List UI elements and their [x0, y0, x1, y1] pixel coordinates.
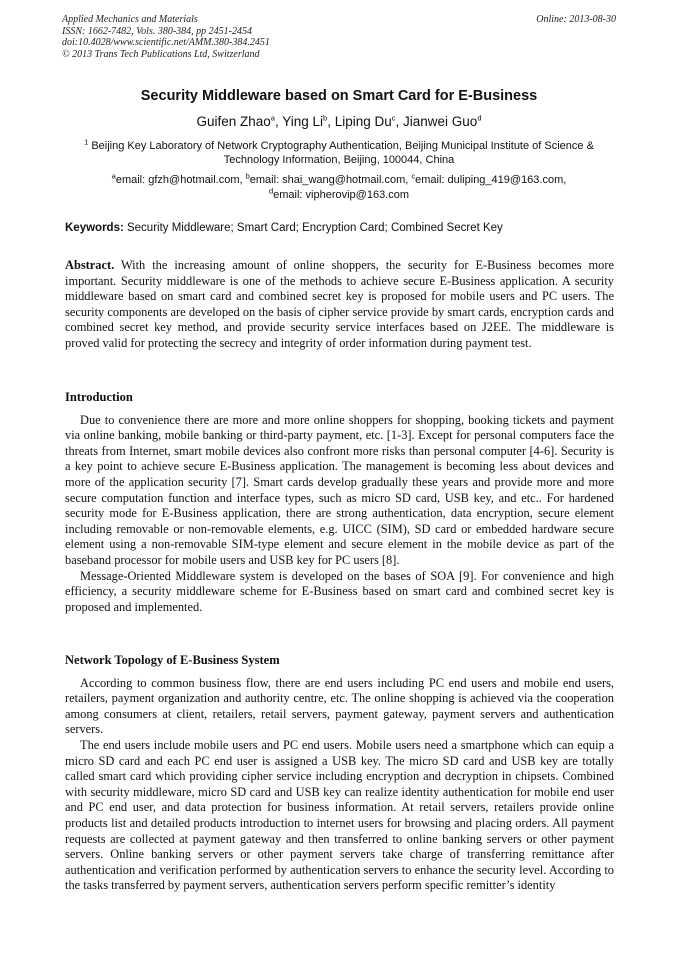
author-superscript: a: [270, 113, 275, 123]
email-list: [70, 173, 608, 202]
author-superscript: d: [477, 113, 482, 123]
section-heading: Introduction: [65, 390, 133, 404]
author-name: Jianwei Guo: [403, 114, 478, 129]
email-superscript: c: [411, 171, 416, 181]
publication-header: [62, 14, 616, 60]
issn-line: ISSN: 1662-7482, Vols. 380-384, pp 2451-2454: [62, 25, 252, 37]
keywords-text: Security Middleware; Smart Card; Encryption Card; Combined Secret Key: [123, 222, 503, 234]
online-date: Online: 2013-08-30: [536, 14, 616, 25]
paragraph: Due to convenience there are more and more online shoppers for shopping, booking tickets and payment via online banking, mobile banking or third-party payment, etc. [1-3]. Except for personal computers face the threats from Internet, smart mobile devices also confront more risks than personal computer [4-6]. Security is a key point to achieve secure E-Business application. The management is becoming less about devices and more of the application security [7]. Smart cards develop gradually these years and provide more and more secure computation function and interface types, such as micro SD card, USB key, and etc.. For hardened security mode for E-Business application, there are strong authentication, data encryption, secure element including removable or non-removable elements, e.g. UICC (SIM), SD card or embedded hardware secure element using a non-removable SIM-type element and secure element in the mobile device as part of the baseband processor for mobile users and USB key for PC users [8].: [65, 412, 614, 567]
email-address[interactable]: email: gfzh@hotmail.com,: [115, 174, 246, 186]
abstract: [65, 258, 614, 352]
paragraph: The end users include mobile users and PC end users. Mobile users need a smartphone which can equip a micro SD card and each PC end user is assigned a USB key. The micro SD card and USB key are totally called smart card which providing cipher service including encryption and decryption in chipsets. Combined with security middleware, micro SD card and USB key can realize identity authentication for mobile end user and PC end user, and data protection for business information. At retail servers, retailers provide online products list and detailed products introduction to internet users for browsing and placing orders. All payment requests are collected at payment gateway and then transferred to online banking servers or other payment servers. Online banking servers or other payment servers take charge of transferring remittance after authentication and verification performed by authentication servers to enhance the security level. According to the tasks transferred by payment servers, authentication servers perform specific remitter’s identity: [65, 737, 614, 893]
author-superscript: b: [323, 113, 328, 123]
email-address[interactable]: email: vipherovip@163.com: [273, 188, 410, 201]
paragraph: Message-Oriented Middleware system is developed on the bases of SOA [9]. For convenience and high efficiency, a security middleware scheme for E-Business based on smart card and combined secret key is proposed and implemented.: [65, 568, 614, 614]
copyright-line: © 2013 Trans Tech Publications Ltd, Switzerland: [62, 48, 260, 60]
abstract-label: Abstract.: [65, 258, 115, 272]
author-name: Ying Li: [282, 114, 324, 129]
section-heading: Network Topology of E-Business System: [65, 653, 280, 667]
email-superscript: d: [268, 185, 274, 195]
doi-line: doi:10.4028/www.scientific.net/AMM.380-384.2451: [62, 37, 270, 48]
email-address[interactable]: email: duliping_419@163.com,: [415, 174, 567, 186]
paper-title: Security Middleware based on Smart Card for E-Business: [140, 88, 538, 104]
keywords-label: Keywords:: [65, 222, 124, 234]
keywords: [65, 222, 616, 234]
affiliation-superscript: 1: [84, 137, 89, 147]
abstract-text: With the increasing amount of online shoppers, the security for E-Business becomes more important. Security middleware is one of the methods to achieve secure E-Business application. A security middleware based on smart card and combined secret key is proposed for mobile users and PC users. The security components are developed on the basis of cipher service provide by smart cards, encryption cards and combined secret key method, and provide security service interfaces based on J2EE. The middleware is proved valid for protecting the secrecy and integrity of order information during payment test.: [65, 258, 614, 350]
author-name: Liping Du: [334, 114, 392, 129]
affiliation: [70, 139, 608, 167]
email-address[interactable]: email: shai_wang@hotmail.com,: [249, 174, 412, 186]
author-name: Guifen Zhao: [196, 114, 271, 129]
section-network-topology: [65, 653, 614, 894]
author-superscript: c: [391, 113, 396, 123]
journal-name: Applied Mechanics and Materials: [62, 14, 198, 25]
affiliation-text: Beijing Key Laboratory of Network Cryptography Authentication, Beijing Municipal Institute of Science & Technology Information, Beijing, 100044, China: [91, 140, 594, 166]
section-introduction: [65, 390, 614, 615]
email-superscript: b: [245, 171, 250, 181]
email-superscript: a: [111, 171, 116, 181]
paragraph: According to common business flow, there are end users including PC end users and mobile end users, retailers, payment organization and authority centre, etc. The online shopping is achieved via the cooperation among consumers at client, retailers, retail servers, payment gateway, payment servers and authentication servers.: [65, 675, 614, 737]
author-list: Guifen Zhao$^a$, Ying Li$^b$, Liping Du$^c$, Jianwei Guo$^d$: [196, 113, 482, 129]
